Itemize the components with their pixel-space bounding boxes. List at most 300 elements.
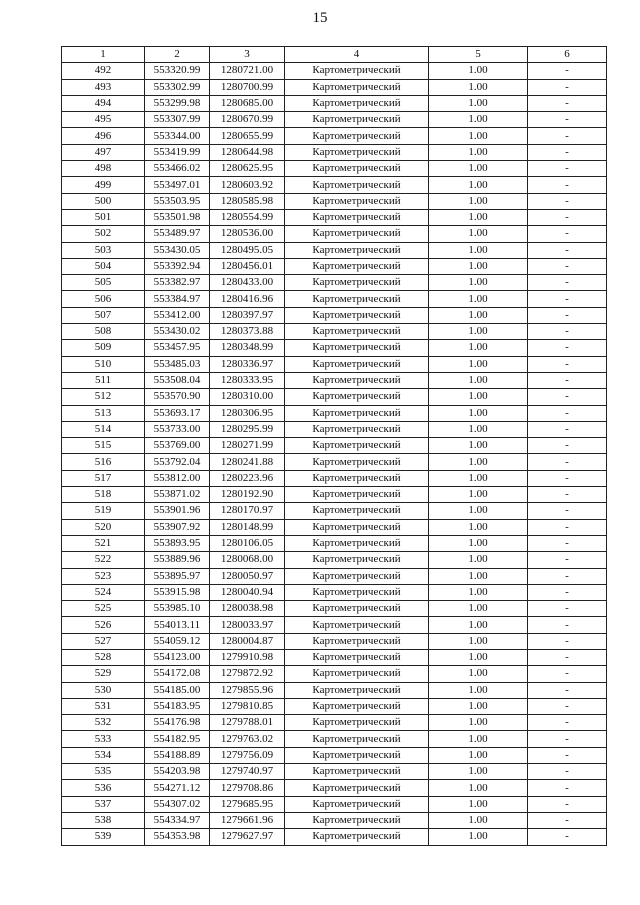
y-coordinate-cell: 1280397.97: [210, 307, 285, 323]
x-coordinate-cell: 553320.99: [145, 63, 210, 79]
y-coordinate-cell: 1280040.94: [210, 584, 285, 600]
table-row: [62, 405, 607, 421]
point-number-cell: 507: [62, 307, 145, 323]
table-row: [62, 731, 607, 747]
accuracy-cell: 1.00: [429, 812, 528, 828]
note-cell: -: [528, 438, 607, 454]
y-coordinate-cell: 1280373.88: [210, 324, 285, 340]
accuracy-cell: 1.00: [429, 698, 528, 714]
x-coordinate-cell: 553893.95: [145, 535, 210, 551]
accuracy-cell: 1.00: [429, 617, 528, 633]
accuracy-cell: 1.00: [429, 95, 528, 111]
note-cell: -: [528, 584, 607, 600]
table-row: [62, 161, 607, 177]
note-cell: -: [528, 731, 607, 747]
method-cell: Картометрический: [285, 144, 429, 160]
table-row: [62, 764, 607, 780]
point-number-cell: 510: [62, 356, 145, 372]
table-row: [62, 552, 607, 568]
x-coordinate-cell: 553489.97: [145, 226, 210, 242]
accuracy-cell: 1.00: [429, 552, 528, 568]
table-header: [62, 47, 607, 63]
accuracy-cell: 1.00: [429, 389, 528, 405]
point-number-cell: 512: [62, 389, 145, 405]
accuracy-cell: 1.00: [429, 161, 528, 177]
accuracy-cell: 1.00: [429, 715, 528, 731]
x-coordinate-cell: 554307.02: [145, 796, 210, 812]
accuracy-cell: 1.00: [429, 307, 528, 323]
point-number-cell: 505: [62, 275, 145, 291]
note-cell: -: [528, 405, 607, 421]
y-coordinate-cell: 1280310.00: [210, 389, 285, 405]
y-coordinate-cell: 1279855.96: [210, 682, 285, 698]
accuracy-cell: 1.00: [429, 780, 528, 796]
point-number-cell: 515: [62, 438, 145, 454]
accuracy-cell: 1.00: [429, 63, 528, 79]
column-header-6: 6: [528, 47, 607, 63]
y-coordinate-cell: 1279708.86: [210, 780, 285, 796]
method-cell: Картометрический: [285, 682, 429, 698]
x-coordinate-cell: 553412.00: [145, 307, 210, 323]
note-cell: -: [528, 487, 607, 503]
y-coordinate-cell: 1280670.99: [210, 112, 285, 128]
point-number-cell: 538: [62, 812, 145, 828]
note-cell: -: [528, 747, 607, 763]
point-number-cell: 525: [62, 601, 145, 617]
method-cell: Картометрический: [285, 633, 429, 649]
accuracy-cell: 1.00: [429, 275, 528, 291]
method-cell: Картометрический: [285, 372, 429, 388]
table-row: [62, 291, 607, 307]
accuracy-cell: 1.00: [429, 470, 528, 486]
x-coordinate-cell: 553299.98: [145, 95, 210, 111]
y-coordinate-cell: 1280721.00: [210, 63, 285, 79]
x-coordinate-cell: 553508.04: [145, 372, 210, 388]
y-coordinate-cell: 1279756.09: [210, 747, 285, 763]
method-cell: Картометрический: [285, 161, 429, 177]
note-cell: -: [528, 128, 607, 144]
x-coordinate-cell: 553344.00: [145, 128, 210, 144]
table-row: [62, 747, 607, 763]
x-coordinate-cell: 553392.94: [145, 258, 210, 274]
accuracy-cell: 1.00: [429, 193, 528, 209]
method-cell: Картометрический: [285, 568, 429, 584]
table-row: [62, 715, 607, 731]
accuracy-cell: 1.00: [429, 829, 528, 845]
y-coordinate-cell: 1279872.92: [210, 666, 285, 682]
table-row: [62, 812, 607, 828]
method-cell: Картометрический: [285, 340, 429, 356]
method-cell: Картометрический: [285, 698, 429, 714]
note-cell: -: [528, 389, 607, 405]
coordinates-table: [61, 46, 607, 846]
y-coordinate-cell: 1280033.97: [210, 617, 285, 633]
y-coordinate-cell: 1280004.87: [210, 633, 285, 649]
x-coordinate-cell: 553503.95: [145, 193, 210, 209]
accuracy-cell: 1.00: [429, 633, 528, 649]
accuracy-cell: 1.00: [429, 519, 528, 535]
note-cell: -: [528, 421, 607, 437]
table-row: [62, 275, 607, 291]
y-coordinate-cell: 1280625.95: [210, 161, 285, 177]
accuracy-cell: 1.00: [429, 112, 528, 128]
point-number-cell: 520: [62, 519, 145, 535]
method-cell: Картометрический: [285, 715, 429, 731]
method-cell: Картометрический: [285, 128, 429, 144]
method-cell: Картометрический: [285, 112, 429, 128]
note-cell: -: [528, 242, 607, 258]
point-number-cell: 501: [62, 209, 145, 225]
point-number-cell: 527: [62, 633, 145, 649]
note-cell: -: [528, 715, 607, 731]
method-cell: Картометрический: [285, 731, 429, 747]
method-cell: Картометрический: [285, 666, 429, 682]
x-coordinate-cell: 553769.00: [145, 438, 210, 454]
point-number-cell: 498: [62, 161, 145, 177]
x-coordinate-cell: 553419.99: [145, 144, 210, 160]
y-coordinate-cell: 1280333.95: [210, 372, 285, 388]
x-coordinate-cell: 553693.17: [145, 405, 210, 421]
y-coordinate-cell: 1279661.96: [210, 812, 285, 828]
note-cell: -: [528, 258, 607, 274]
method-cell: Картометрический: [285, 405, 429, 421]
x-coordinate-cell: 554059.12: [145, 633, 210, 649]
accuracy-cell: 1.00: [429, 454, 528, 470]
y-coordinate-cell: 1280495.05: [210, 242, 285, 258]
table-row: [62, 177, 607, 193]
y-coordinate-cell: 1279685.95: [210, 796, 285, 812]
accuracy-cell: 1.00: [429, 649, 528, 665]
x-coordinate-cell: 553871.02: [145, 487, 210, 503]
x-coordinate-cell: 554271.12: [145, 780, 210, 796]
method-cell: Картометрический: [285, 275, 429, 291]
note-cell: -: [528, 307, 607, 323]
accuracy-cell: 1.00: [429, 372, 528, 388]
table-row: [62, 568, 607, 584]
table-row: [62, 633, 607, 649]
table-row: [62, 796, 607, 812]
column-header-2: 2: [145, 47, 210, 63]
table-row: [62, 698, 607, 714]
x-coordinate-cell: 553901.96: [145, 503, 210, 519]
accuracy-cell: 1.00: [429, 666, 528, 682]
y-coordinate-cell: 1280271.99: [210, 438, 285, 454]
table-row: [62, 487, 607, 503]
x-coordinate-cell: 553307.99: [145, 112, 210, 128]
method-cell: Картометрический: [285, 796, 429, 812]
x-coordinate-cell: 553466.02: [145, 161, 210, 177]
method-cell: Картометрический: [285, 617, 429, 633]
y-coordinate-cell: 1280685.00: [210, 95, 285, 111]
method-cell: Картометрический: [285, 438, 429, 454]
note-cell: -: [528, 568, 607, 584]
table-row: [62, 324, 607, 340]
note-cell: -: [528, 698, 607, 714]
note-cell: -: [528, 112, 607, 128]
column-header-5: 5: [429, 47, 528, 63]
note-cell: -: [528, 177, 607, 193]
method-cell: Картометрический: [285, 193, 429, 209]
y-coordinate-cell: 1280700.99: [210, 79, 285, 95]
y-coordinate-cell: 1280456.01: [210, 258, 285, 274]
note-cell: -: [528, 356, 607, 372]
y-coordinate-cell: 1280536.00: [210, 226, 285, 242]
table-row: [62, 193, 607, 209]
point-number-cell: 526: [62, 617, 145, 633]
accuracy-cell: 1.00: [429, 128, 528, 144]
x-coordinate-cell: 553915.98: [145, 584, 210, 600]
note-cell: -: [528, 617, 607, 633]
table-row: [62, 112, 607, 128]
method-cell: Картометрический: [285, 649, 429, 665]
table-row: [62, 209, 607, 225]
accuracy-cell: 1.00: [429, 796, 528, 812]
method-cell: Картометрический: [285, 258, 429, 274]
y-coordinate-cell: 1280241.88: [210, 454, 285, 470]
method-cell: Картометрический: [285, 324, 429, 340]
x-coordinate-cell: 553985.10: [145, 601, 210, 617]
note-cell: -: [528, 79, 607, 95]
note-cell: -: [528, 682, 607, 698]
method-cell: Картометрический: [285, 226, 429, 242]
method-cell: Картометрический: [285, 95, 429, 111]
x-coordinate-cell: 554188.89: [145, 747, 210, 763]
accuracy-cell: 1.00: [429, 258, 528, 274]
method-cell: Картометрический: [285, 177, 429, 193]
point-number-cell: 532: [62, 715, 145, 731]
method-cell: Картометрический: [285, 209, 429, 225]
method-cell: Картометрический: [285, 470, 429, 486]
point-number-cell: 539: [62, 829, 145, 845]
point-number-cell: 504: [62, 258, 145, 274]
table-row: [62, 682, 607, 698]
x-coordinate-cell: 553812.00: [145, 470, 210, 486]
note-cell: -: [528, 470, 607, 486]
x-coordinate-cell: 553457.95: [145, 340, 210, 356]
accuracy-cell: 1.00: [429, 291, 528, 307]
point-number-cell: 511: [62, 372, 145, 388]
y-coordinate-cell: 1280050.97: [210, 568, 285, 584]
accuracy-cell: 1.00: [429, 601, 528, 617]
accuracy-cell: 1.00: [429, 764, 528, 780]
table-row: [62, 258, 607, 274]
table-row: [62, 470, 607, 486]
x-coordinate-cell: 553895.97: [145, 568, 210, 584]
table-row: [62, 356, 607, 372]
table-row: [62, 780, 607, 796]
x-coordinate-cell: 554182.95: [145, 731, 210, 747]
note-cell: -: [528, 372, 607, 388]
point-number-cell: 519: [62, 503, 145, 519]
x-coordinate-cell: 553430.05: [145, 242, 210, 258]
point-number-cell: 522: [62, 552, 145, 568]
note-cell: -: [528, 535, 607, 551]
table-row: [62, 829, 607, 845]
table-row: [62, 666, 607, 682]
point-number-cell: 529: [62, 666, 145, 682]
point-number-cell: 531: [62, 698, 145, 714]
table-row: [62, 438, 607, 454]
y-coordinate-cell: 1280603.92: [210, 177, 285, 193]
y-coordinate-cell: 1280416.96: [210, 291, 285, 307]
accuracy-cell: 1.00: [429, 144, 528, 160]
method-cell: Картометрический: [285, 487, 429, 503]
x-coordinate-cell: 553302.99: [145, 79, 210, 95]
method-cell: Картометрический: [285, 812, 429, 828]
note-cell: -: [528, 812, 607, 828]
accuracy-cell: 1.00: [429, 242, 528, 258]
accuracy-cell: 1.00: [429, 79, 528, 95]
table-row: [62, 79, 607, 95]
accuracy-cell: 1.00: [429, 731, 528, 747]
y-coordinate-cell: 1280554.99: [210, 209, 285, 225]
y-coordinate-cell: 1280348.99: [210, 340, 285, 356]
x-coordinate-cell: 554123.00: [145, 649, 210, 665]
x-coordinate-cell: 554172.08: [145, 666, 210, 682]
accuracy-cell: 1.00: [429, 584, 528, 600]
x-coordinate-cell: 553501.98: [145, 209, 210, 225]
y-coordinate-cell: 1280295.99: [210, 421, 285, 437]
x-coordinate-cell: 553570.90: [145, 389, 210, 405]
method-cell: Картометрический: [285, 79, 429, 95]
method-cell: Картометрический: [285, 764, 429, 780]
point-number-cell: 524: [62, 584, 145, 600]
note-cell: -: [528, 144, 607, 160]
method-cell: Картометрический: [285, 421, 429, 437]
method-cell: Картометрический: [285, 503, 429, 519]
method-cell: Картометрический: [285, 63, 429, 79]
accuracy-cell: 1.00: [429, 568, 528, 584]
table-row: [62, 601, 607, 617]
x-coordinate-cell: 553485.03: [145, 356, 210, 372]
x-coordinate-cell: 554183.95: [145, 698, 210, 714]
x-coordinate-cell: 553384.97: [145, 291, 210, 307]
y-coordinate-cell: 1280655.99: [210, 128, 285, 144]
y-coordinate-cell: 1279910.98: [210, 649, 285, 665]
note-cell: -: [528, 552, 607, 568]
method-cell: Картометрический: [285, 291, 429, 307]
method-cell: Картометрический: [285, 307, 429, 323]
note-cell: -: [528, 649, 607, 665]
accuracy-cell: 1.00: [429, 503, 528, 519]
note-cell: -: [528, 503, 607, 519]
note-cell: -: [528, 340, 607, 356]
accuracy-cell: 1.00: [429, 340, 528, 356]
column-header-3: 3: [210, 47, 285, 63]
x-coordinate-cell: 554203.98: [145, 764, 210, 780]
table-body: [62, 63, 607, 845]
y-coordinate-cell: 1280336.97: [210, 356, 285, 372]
y-coordinate-cell: 1280306.95: [210, 405, 285, 421]
table-row: [62, 242, 607, 258]
method-cell: Картометрический: [285, 780, 429, 796]
note-cell: -: [528, 275, 607, 291]
method-cell: Картометрический: [285, 829, 429, 845]
method-cell: Картометрический: [285, 454, 429, 470]
method-cell: Картометрический: [285, 601, 429, 617]
table-row: [62, 226, 607, 242]
point-number-cell: 534: [62, 747, 145, 763]
method-cell: Картометрический: [285, 389, 429, 405]
point-number-cell: 517: [62, 470, 145, 486]
y-coordinate-cell: 1280106.05: [210, 535, 285, 551]
y-coordinate-cell: 1280644.98: [210, 144, 285, 160]
method-cell: Картометрический: [285, 242, 429, 258]
table-row: [62, 584, 607, 600]
x-coordinate-cell: 554185.00: [145, 682, 210, 698]
note-cell: -: [528, 291, 607, 307]
point-number-cell: 518: [62, 487, 145, 503]
y-coordinate-cell: 1279763.02: [210, 731, 285, 747]
x-coordinate-cell: 554176.98: [145, 715, 210, 731]
y-coordinate-cell: 1279788.01: [210, 715, 285, 731]
column-header-1: 1: [62, 47, 145, 63]
table-row: [62, 649, 607, 665]
table-row: [62, 389, 607, 405]
x-coordinate-cell: 553497.01: [145, 177, 210, 193]
method-cell: Картометрический: [285, 519, 429, 535]
point-number-cell: 535: [62, 764, 145, 780]
y-coordinate-cell: 1280148.99: [210, 519, 285, 535]
point-number-cell: 499: [62, 177, 145, 193]
note-cell: -: [528, 324, 607, 340]
point-number-cell: 503: [62, 242, 145, 258]
point-number-cell: 502: [62, 226, 145, 242]
x-coordinate-cell: 553889.96: [145, 552, 210, 568]
method-cell: Картометрический: [285, 535, 429, 551]
x-coordinate-cell: 554353.98: [145, 829, 210, 845]
y-coordinate-cell: 1280433.00: [210, 275, 285, 291]
accuracy-cell: 1.00: [429, 438, 528, 454]
y-coordinate-cell: 1280068.00: [210, 552, 285, 568]
x-coordinate-cell: 554013.11: [145, 617, 210, 633]
accuracy-cell: 1.00: [429, 421, 528, 437]
y-coordinate-cell: 1280192.90: [210, 487, 285, 503]
point-number-cell: 514: [62, 421, 145, 437]
note-cell: -: [528, 601, 607, 617]
point-number-cell: 533: [62, 731, 145, 747]
accuracy-cell: 1.00: [429, 324, 528, 340]
table-row: [62, 503, 607, 519]
point-number-cell: 506: [62, 291, 145, 307]
accuracy-cell: 1.00: [429, 747, 528, 763]
note-cell: -: [528, 666, 607, 682]
table-row: [62, 372, 607, 388]
point-number-cell: 508: [62, 324, 145, 340]
table-header-row: [62, 47, 607, 63]
note-cell: -: [528, 209, 607, 225]
point-number-cell: 513: [62, 405, 145, 421]
point-number-cell: 530: [62, 682, 145, 698]
point-number-cell: 509: [62, 340, 145, 356]
accuracy-cell: 1.00: [429, 226, 528, 242]
point-number-cell: 536: [62, 780, 145, 796]
point-number-cell: 523: [62, 568, 145, 584]
accuracy-cell: 1.00: [429, 209, 528, 225]
table-row: [62, 63, 607, 79]
accuracy-cell: 1.00: [429, 405, 528, 421]
point-number-cell: 497: [62, 144, 145, 160]
point-number-cell: 495: [62, 112, 145, 128]
column-header-4: 4: [285, 47, 429, 63]
x-coordinate-cell: 553733.00: [145, 421, 210, 437]
accuracy-cell: 1.00: [429, 535, 528, 551]
method-cell: Картометрический: [285, 584, 429, 600]
y-coordinate-cell: 1280170.97: [210, 503, 285, 519]
point-number-cell: 500: [62, 193, 145, 209]
point-number-cell: 494: [62, 95, 145, 111]
table-row: [62, 95, 607, 111]
